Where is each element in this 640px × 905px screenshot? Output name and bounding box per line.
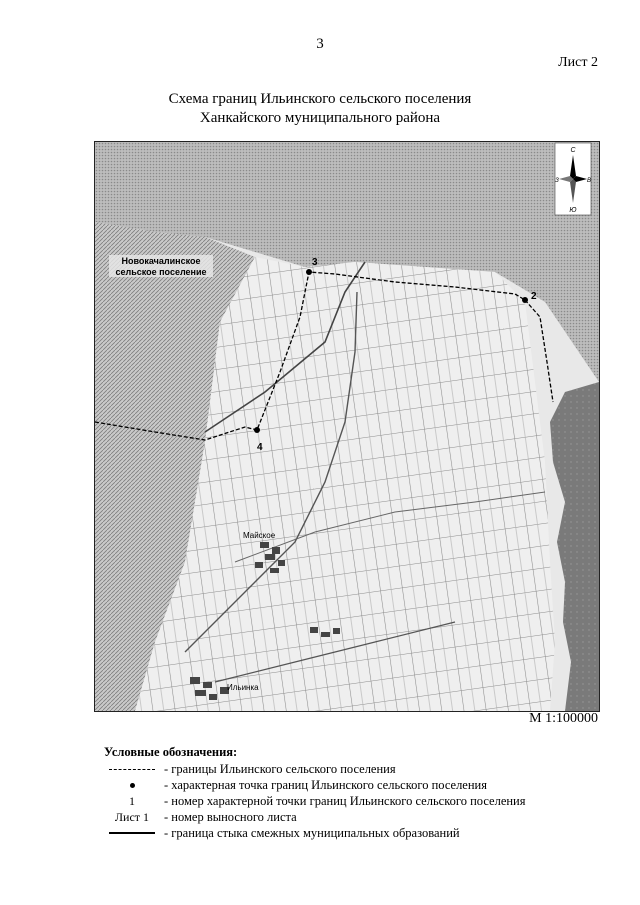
page-number: 3 <box>316 36 324 52</box>
svg-text:4: 4 <box>257 442 263 453</box>
dashed-line-icon <box>109 769 155 770</box>
map-title-line-1: Схема границ Ильинского сельского поселения <box>168 91 472 107</box>
legend <box>104 745 526 841</box>
svg-text:С: С <box>570 147 576 154</box>
svg-text:Ю: Ю <box>569 207 577 214</box>
dot-icon <box>130 783 135 788</box>
legend-item-point-number: 1 - номер характерной точки границ Ильинского сельского поселения <box>129 793 526 808</box>
legend-item-boundary: - границы Ильинского сельского поселения <box>104 761 526 777</box>
map-title <box>0 90 640 128</box>
legend-title: Условные обозначения: <box>104 745 238 759</box>
svg-text:2: 2 <box>531 291 537 302</box>
compass-rose-icon <box>555 143 591 215</box>
svg-text:З: З <box>555 178 559 184</box>
neighbor-settlement-label-line-2: сельское поселение <box>115 267 207 277</box>
solid-line-icon <box>109 832 155 834</box>
map-frame[interactable] <box>94 141 600 712</box>
svg-text:3: 3 <box>312 257 318 268</box>
legend-item-junction-boundary: - граница стыка смежных муниципальных образований <box>104 825 526 841</box>
place-label-ilyinka: Ильинка <box>227 683 259 692</box>
place-label-mayskoe: Майское <box>243 531 276 540</box>
legend-item-sheet-number: Лист 1 - номер выносного листа <box>114 809 297 824</box>
topographic-map[interactable] <box>95 142 599 711</box>
sheet-label: Лист 2 <box>558 55 598 70</box>
neighbor-settlement-label-line-1: Новокачалинское <box>121 256 201 266</box>
legend-item-point: - характерная точка границ Ильинского сельского поселения <box>104 777 526 793</box>
map-title-line-2: Ханкайского муниципального района <box>199 110 441 126</box>
map-scale: М 1:100000 <box>529 711 598 726</box>
svg-text:В: В <box>586 178 592 184</box>
